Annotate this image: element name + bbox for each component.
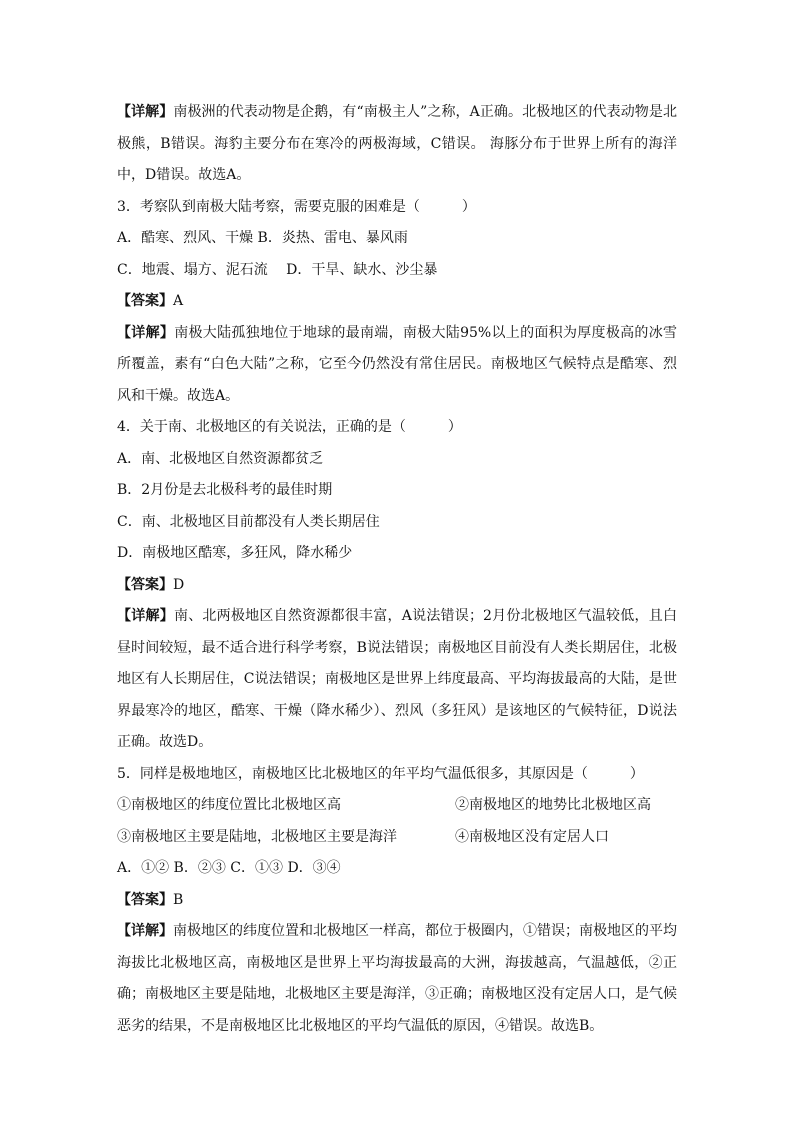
question-5: 5．同样是极地地区，南极地区比北极地区的年平均气温低很多，其原因是（ ） — [117, 765, 644, 782]
explanation-q2 — [117, 97, 677, 192]
document-page — [117, 97, 677, 1042]
question-4: 4．关于南、北极地区的有关说法，正确的是（ ） — [117, 419, 462, 435]
explanation-text: 南极大陆孤独地位于地球的最南端，南极大陆95%以上的面积为厚度极高的冰雪所覆盖，素有“白色大陆”之称，它至今仍然没有常住居民。南极地区气候特点是酷寒、烈风和干燥。故选A。 — [117, 324, 678, 404]
answer-tag: 【答案】 — [117, 891, 173, 908]
statement-4: ④南极地区没有定居人口 — [455, 828, 609, 845]
explanation-text: 南极洲的代表动物是企鹅，有“南极主人”之称，A正确。北极地区的代表动物是北极熊，B错误。海豹主要分布在寒冷的两极海域，C错误。 海豚分布于世界上所有的海洋中，D错误。故选A。 — [117, 104, 677, 183]
answer-q5 — [117, 885, 677, 917]
option-a: A．南、北极地区自然资源都贫乏 — [117, 450, 324, 467]
explanation-text: 南极地区的纬度位置和北极地区一样高，都位于极圈内，①错误；南极地区的平均海拔比北极地区高，南极地区是世界上平均海拔最高的大洲，海拔越高，气温越低，②正确；南极地区主要是陆地，北极地区主要是海洋，③正确；南极地区没有定居人口，是气候恶劣的结果，不是南极地区比北极地区的平均气温低的原因，④错误。故选B。 — [117, 923, 677, 1034]
answer-q3 — [117, 286, 677, 318]
explanation-q4 — [117, 601, 677, 759]
option-b: B．2月份是去北极科考的最佳时期 — [117, 482, 333, 498]
answer-tag: 【答案】 — [117, 293, 173, 309]
question-3: 3．考察队到南极大陆考察，需要克服的困难是（ ） — [117, 198, 476, 215]
statement-2: ②南极地区的地势比北极地区高 — [455, 797, 651, 813]
option-line: A．酷寒、烈风、干燥 B．炎热、雷电、暴风雨 — [117, 230, 408, 246]
answer-tag: 【答案】 — [117, 576, 173, 593]
explanation-q5 — [117, 916, 677, 1042]
option-c: C．南、北极地区目前都没有人类长期居住 — [117, 513, 380, 530]
option-line: A．①② B．②③ C．①③ D．③④ — [117, 860, 341, 876]
answer-value: B — [173, 891, 184, 908]
statement-3: ③南极地区主要是陆地，北极地区主要是海洋 — [117, 828, 397, 845]
option-d: D．南极地区酷寒，多狂风，降水稀少 — [117, 545, 353, 561]
explanation-tag: 【详解】 — [117, 608, 174, 624]
option-line: C．地震、塌方、泥石流 D．干旱、缺水、沙尘暴 — [117, 261, 438, 278]
statement-row — [117, 822, 677, 854]
answer-value: A — [173, 293, 184, 309]
explanation-tag: 【详解】 — [117, 923, 173, 939]
statement-1: ①南极地区的纬度位置比北极地区高 — [117, 797, 341, 813]
explanation-text: 南、北两极地区自然资源都很丰富，A说法错误；2月份北极地区气温较低，且白昼时间较短，最不适合进行科学考察，B说法错误；南极地区目前没有人类长期居住，北极地区有人长期居住，C说法错误；南极地区是世界上纬度最高、平均海拔最高的大陆，是世界最寒冷的地区，酷寒、干燥（降水稀少）、烈风（多狂风）是该地区的气候特征，D说法正确。故选D。 — [117, 608, 678, 750]
explanation-tag: 【详解】 — [117, 324, 175, 341]
explanation-tag: 【详解】 — [117, 104, 174, 120]
explanation-q3 — [117, 318, 677, 413]
statement-row — [117, 790, 677, 822]
answer-q4 — [117, 570, 677, 602]
answer-value: D — [173, 576, 185, 593]
